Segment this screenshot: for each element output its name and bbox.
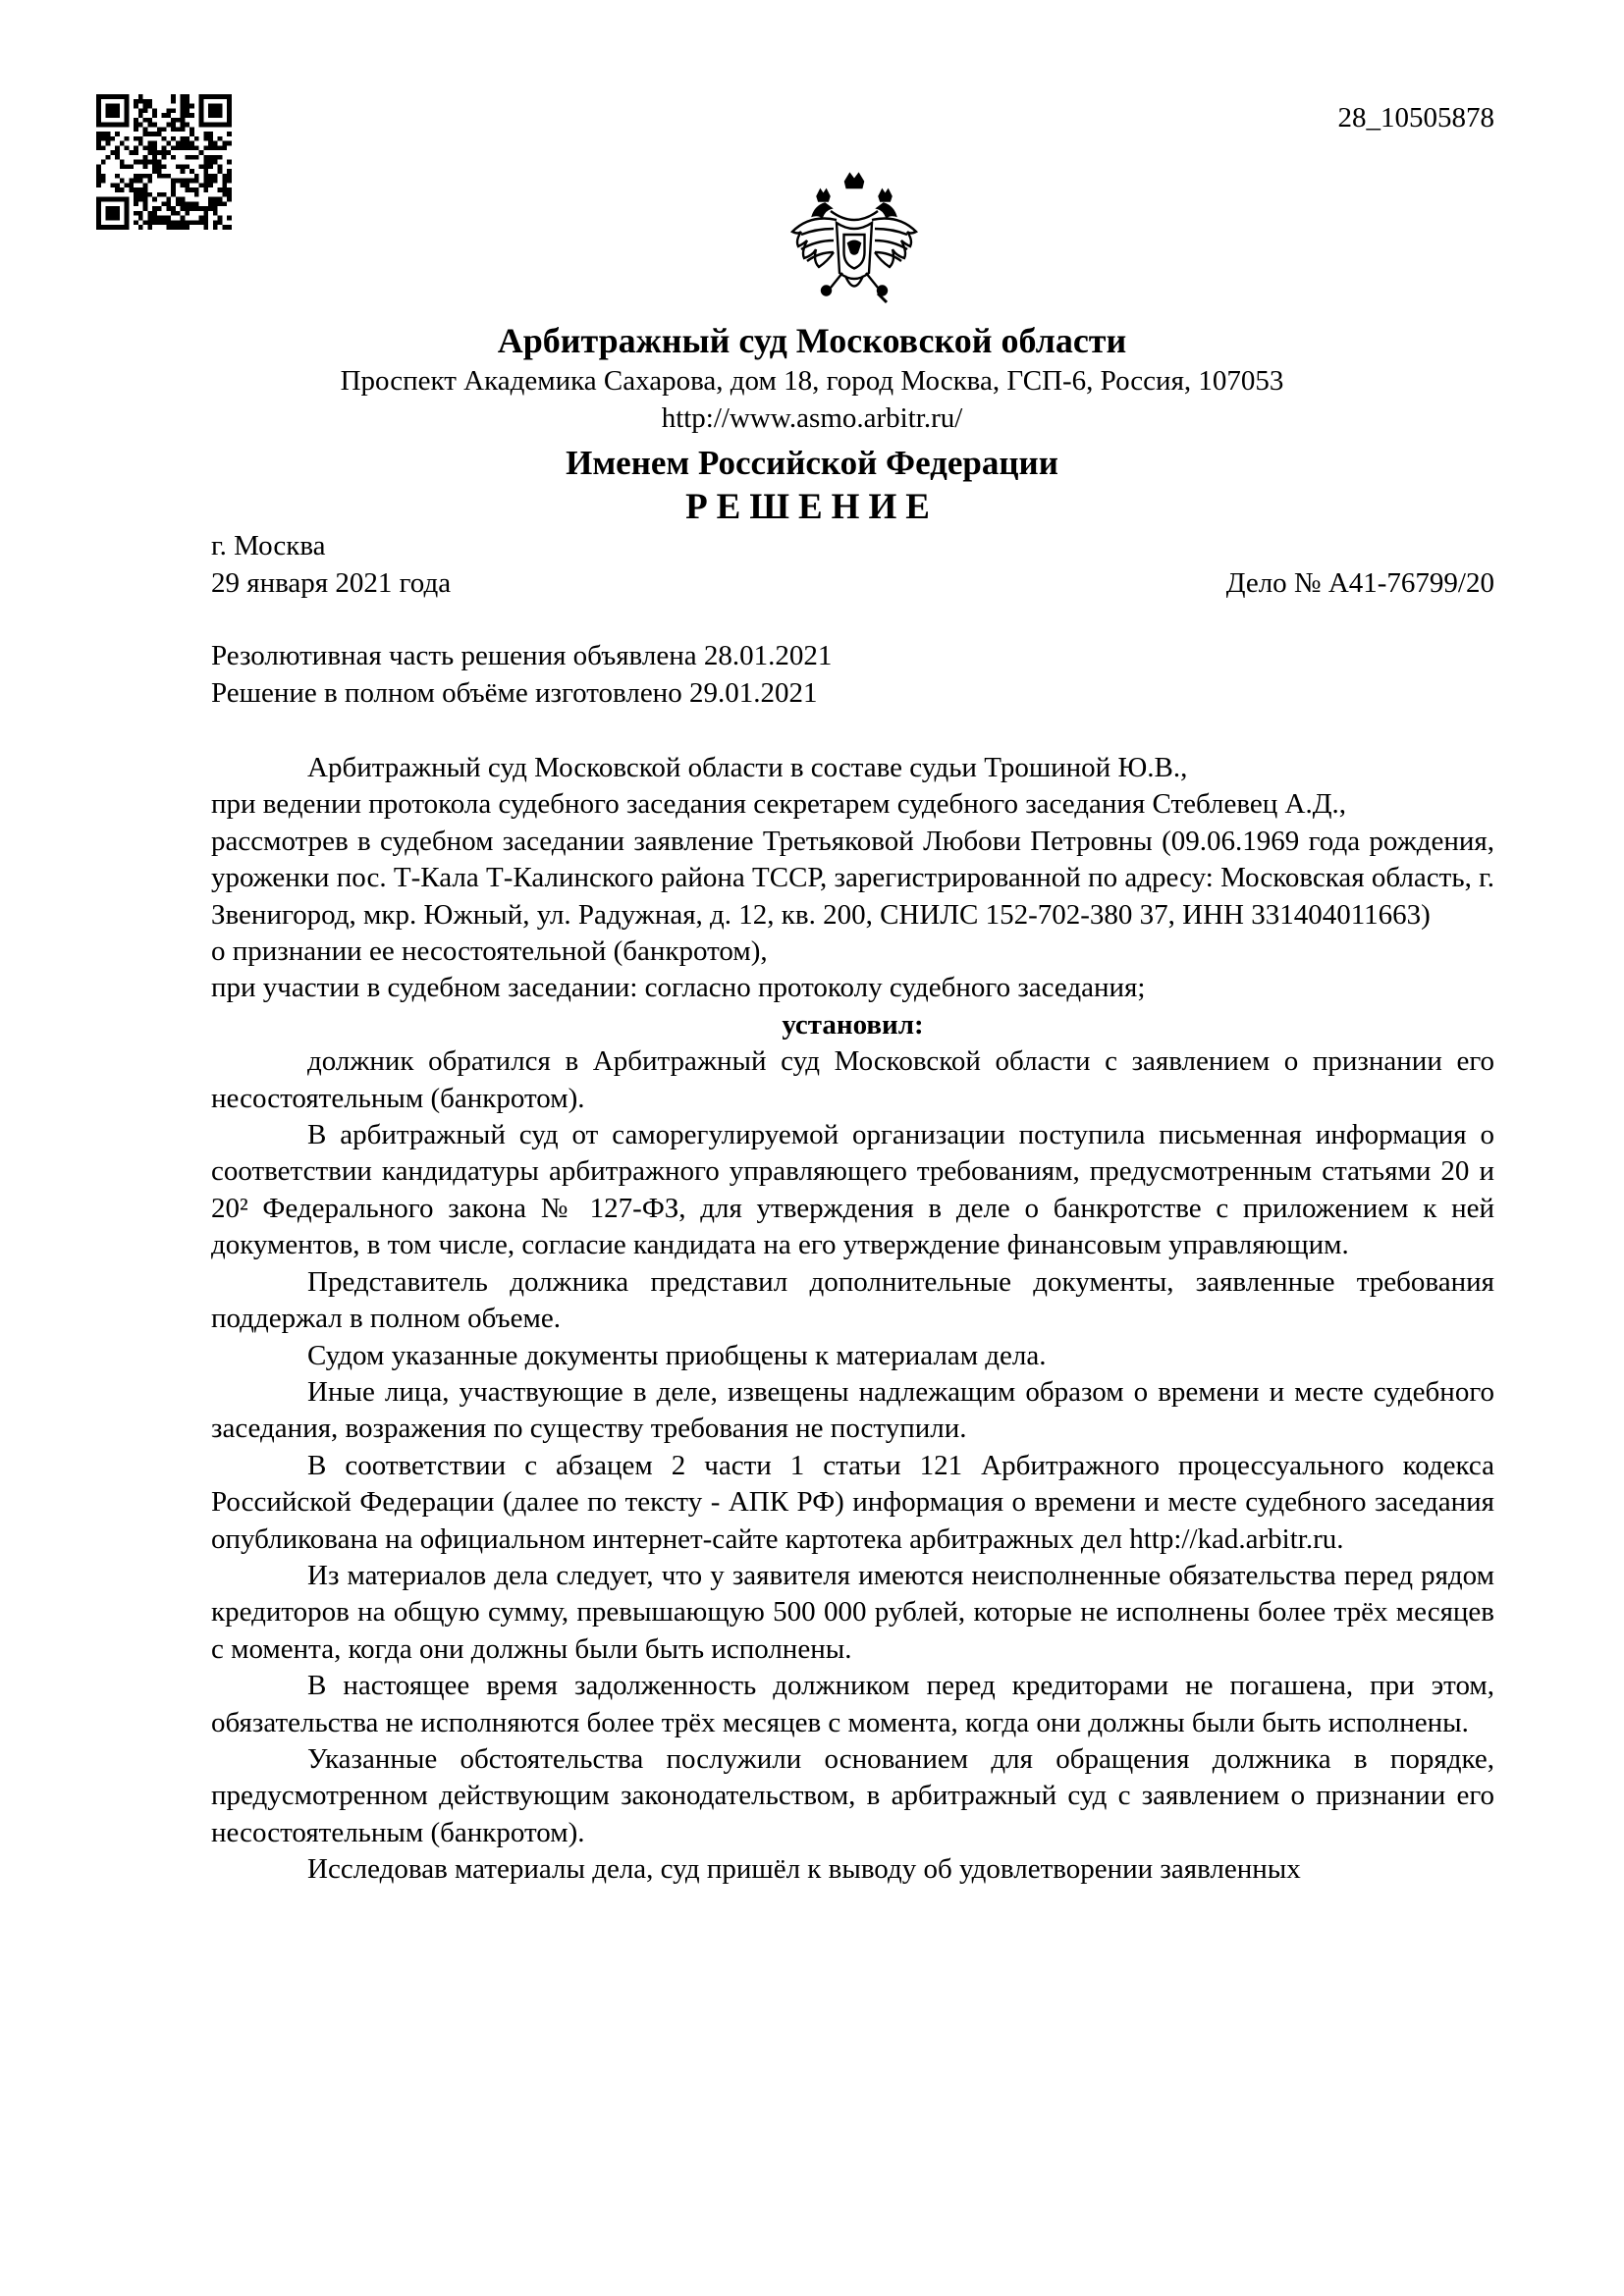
case-number: Дело № А41-76799/20 bbox=[1225, 567, 1494, 599]
paragraph: при ведении протокола судебного заседания секретарем судебного заседания Стеблевец А.Д., bbox=[211, 788, 1347, 821]
coat-of-arms-icon bbox=[781, 167, 928, 314]
paragraph: Представитель должника представил дополнительные документы, заявленные требования поддержал в полном объеме. bbox=[211, 1265, 1494, 1335]
decision-title: РЕШЕНИЕ bbox=[685, 487, 939, 527]
decision-full-date: Решение в полном объёме изготовлено 29.01.2021 bbox=[211, 677, 818, 709]
court-name: Арбитражный суд Московской области bbox=[497, 321, 1127, 360]
paragraph: должник обратился в Арбитражный суд Московской области с заявлением о признании его несостоятельным (банкротом). bbox=[211, 1045, 1494, 1114]
paragraph: Иные лица, участвующие в деле, извещены надлежащим образом о времени и месте судебного заседания, возражения по существу требования не поступили. bbox=[211, 1375, 1494, 1445]
paragraph: Указанные обстоятельства послужили основанием для обращения должника в порядке, предусмотренном действующим законодательством, в арбитражный суд с заявлением о признании его несостоятельным (банкротом). bbox=[211, 1742, 1494, 1848]
paragraph: Арбитражный суд Московской области в составе судьи Трошиной Ю.В., bbox=[307, 752, 1188, 783]
paragraph: В арбитражный суд от саморегулируемой организации поступила письменная информация о соответствии кандидатуры арбитражного управляющего требованиям, предусмотренным статьями 20 и 20² Федерального закона № 127-ФЗ, для утверждения в деле о банкротстве с приложением к ней документов, в том числе, согласие кандидата на его утверждение финансовым управляющим. bbox=[211, 1119, 1494, 1261]
in-name-of: Именем Российской Федерации bbox=[566, 444, 1058, 482]
court-address: Проспект Академика Сахарова, дом 18, город Москва, ГСП-6, Россия, 107053 bbox=[340, 365, 1284, 397]
city: г. Москва bbox=[211, 530, 326, 561]
document-id: 28_10505878 bbox=[1337, 102, 1494, 133]
court-website: http://www.asmo.arbitr.ru/ bbox=[661, 402, 963, 434]
paragraph: В настоящее время задолженность должником перед кредиторами не погашена, при этом, обязательства не исполняются более трёх месяцев с момента, когда они должны были быть исполнены. bbox=[211, 1670, 1494, 1738]
paragraph: о признании ее несостоятельной (банкротом), bbox=[211, 935, 768, 968]
established-heading: установил: bbox=[782, 1008, 924, 1041]
decision-body bbox=[211, 750, 1494, 1889]
paragraph: В соответствии с абзацем 2 части 1 статьи 121 Арбитражного процессуального кодекса Российской Федерации (далее по тексту - АПК РФ) информация о времени и месте судебного заседания опубликована на официальном интернет-сайте картотека арбитражных дел http://kad.arbitr.ru. bbox=[211, 1449, 1494, 1555]
paragraph: Судом указанные документы приобщены к материалам дела. bbox=[307, 1339, 1047, 1371]
resolution-announced: Резолютивная часть решения объявлена 28.01.2021 bbox=[211, 640, 833, 671]
qr-code bbox=[96, 94, 232, 230]
paragraph: при участии в судебном заседании: согласно протоколу судебного заседания; bbox=[211, 972, 1146, 1004]
paragraph: Из материалов дела следует, что у заявителя имеются неисполненные обязательства перед рядом кредиторов на общую сумму, превышающую 500 000 рублей, которые не исполнены более трёх месяцев с момента, когда они должны были быть исполнены. bbox=[211, 1559, 1494, 1665]
paragraph: рассмотрев в судебном заседании заявление Третьяковой Любови Петровны (09.06.1969 года рождения, уроженки пос. Т-Кала Т-Калинского района ТССР, зарегистрированной по адресу: Московская область, г. Звенигород, мкр. Южный, ул. Радужная, д. 12, кв. 200, СНИЛС 152-702-380 37, ИНН 331404011663) bbox=[211, 825, 1494, 931]
decision-date: 29 января 2021 года bbox=[211, 567, 452, 599]
paragraph: Исследовав материалы дела, суд пришёл к выводу об удовлетворении заявленных bbox=[307, 1853, 1301, 1886]
